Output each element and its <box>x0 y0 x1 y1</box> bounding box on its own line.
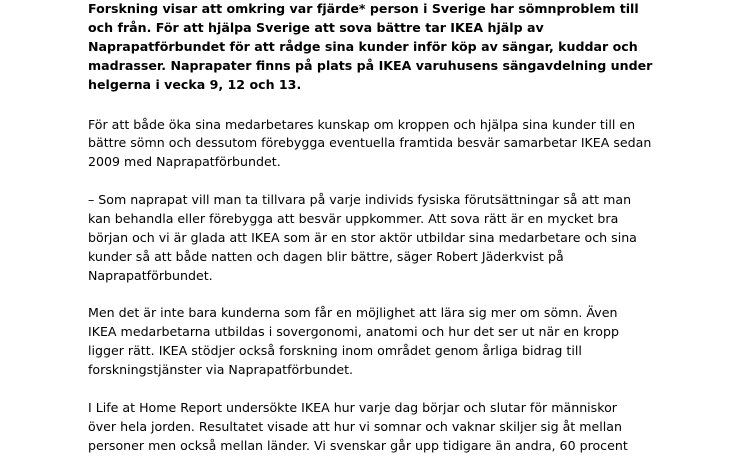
paragraph-line: Naprapatförbundet. <box>88 267 213 283</box>
paragraph-line: bättre sömn och dessutom förebygga eventuella framtida besvär samarbetar IKEA sedan <box>88 135 652 151</box>
paragraph-line: över hela jorden. Resultatet visade att hur vi somnar och vaknar skiljer sig åt mellan <box>88 418 622 434</box>
document-page <box>88 0 708 474</box>
paragraph-line: Men det är inte bara kunderna som får en möjlighet att lära sig mer om sömn. Även <box>88 305 618 321</box>
paragraph-line: personer men också mellan länder. Vi svenskar går upp tidigare än andra, 60 procent <box>88 437 628 453</box>
paragraph-line: forskningstjänster via Naprapatförbundet. <box>88 362 354 378</box>
paragraph-line: 2009 med Naprapatförbundet. <box>88 154 281 170</box>
intro-line: Naprapatförbundet för att rådge sina kunder inför köp av sängar, kuddar och <box>88 38 638 54</box>
body-paragraph-report <box>88 399 708 456</box>
paragraph-line: För att både öka sina medarbetares kunskap om kroppen och hjälpa sina kunder till en <box>88 116 636 132</box>
paragraph-line: kunder så att både natten och dagen blir bättre, säger Robert Jäderkvist på <box>88 248 564 264</box>
paragraph-line: – Som naprapat vill man ta tillvara på varje individs fysiska förutsättningar så att man <box>88 192 632 208</box>
intro-line: Forskning visar att omkring var fjärde* person i Sverige har sömnproblem till <box>88 1 639 16</box>
intro-paragraph <box>88 0 708 95</box>
body-paragraph-training <box>88 304 708 380</box>
intro-line: madrasser. Naprapater finns på plats på IKEA varuhusens sängavdelning under <box>88 57 653 73</box>
body-paragraph-collaboration <box>88 116 708 173</box>
paragraph-line: kan behandla eller förebygga att besvär uppkommer. Att sova rätt är en mycket bra <box>88 210 619 226</box>
paragraph-line: I Life at Home Report undersökte IKEA hur varje dag börjar och slutar för människor <box>88 399 617 415</box>
intro-line: helgerna i vecka 9, 12 och 13. <box>88 76 302 92</box>
paragraph-line: IKEA medarbetarna utbildas i sovergonomi, anatomi och hur det ser ut när en kropp <box>88 324 619 340</box>
intro-line: och från. För att hjälpa Sverige att sova bättre tar IKEA hjälp av <box>88 19 544 35</box>
paragraph-line: början och vi är glada att IKEA som är en stor aktör utbildar sina medarbetare och sina <box>88 229 637 245</box>
body-paragraph-quote <box>88 191 708 286</box>
paragraph-line: ligger rätt. IKEA stödjer också forskning inom området genom årliga bidrag till <box>88 343 582 359</box>
